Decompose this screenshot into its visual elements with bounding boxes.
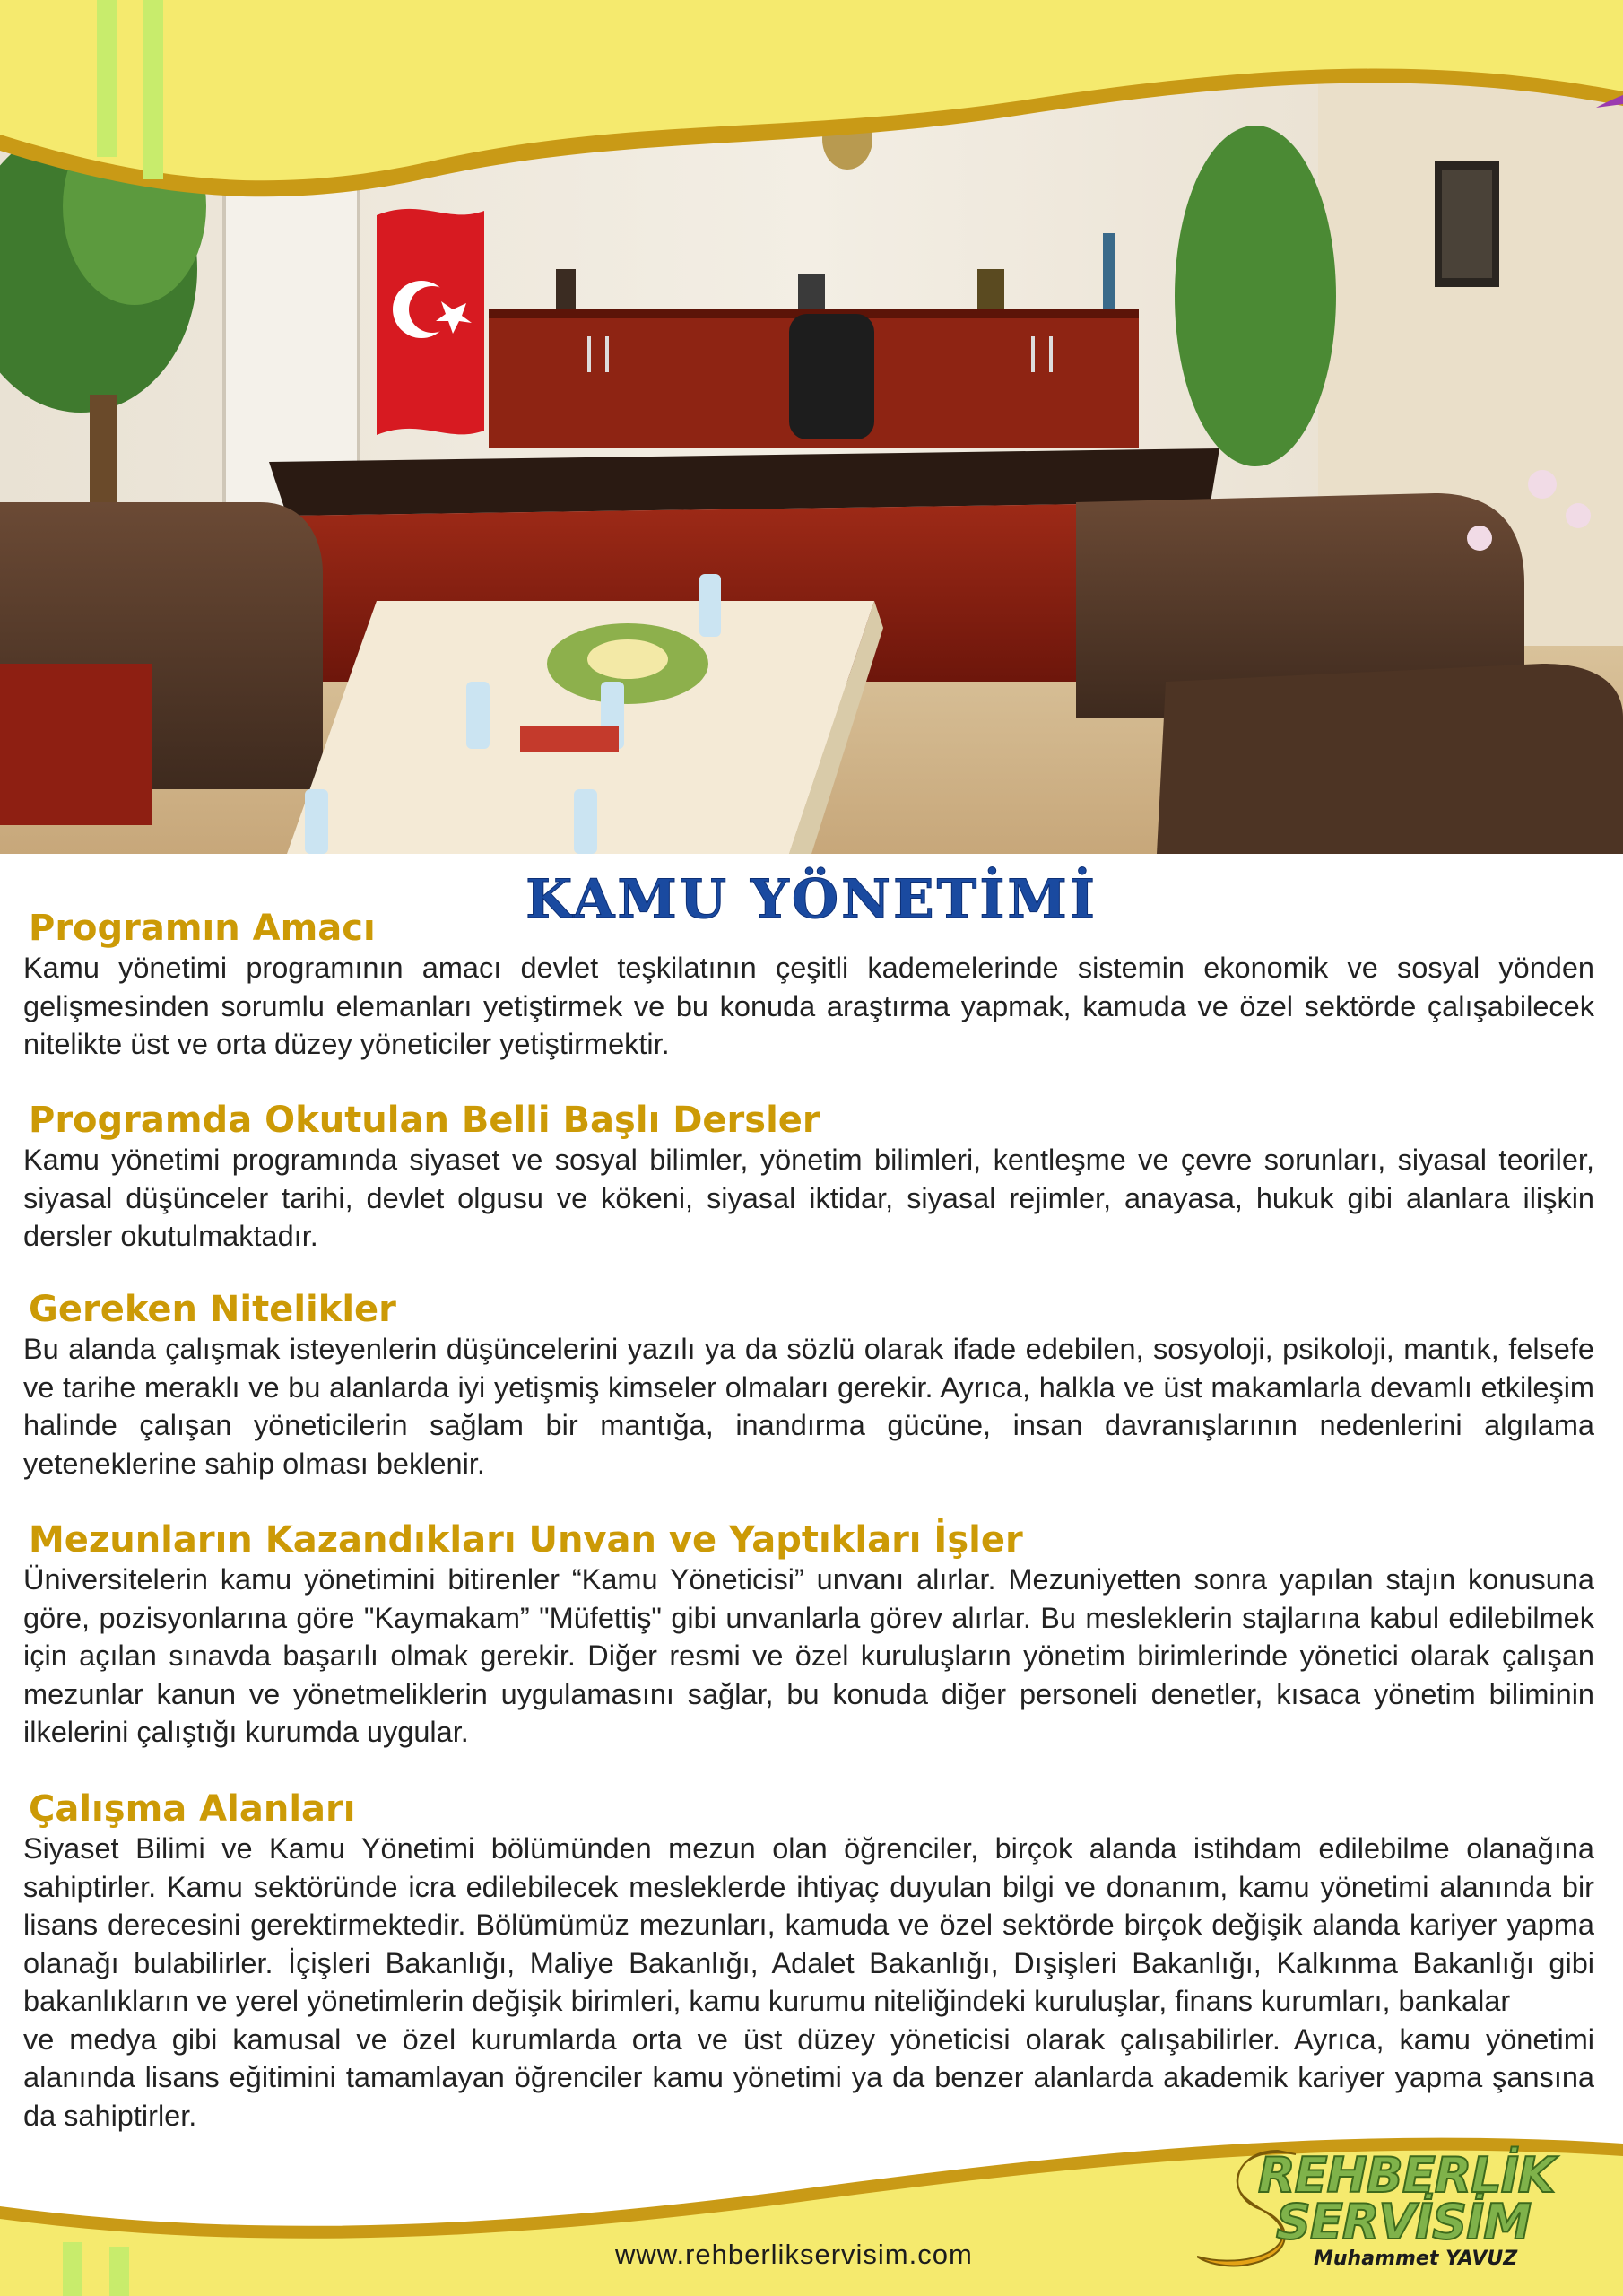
document-title: KAMU YÖNETİMİ xyxy=(525,868,1098,931)
logo-author-name: Muhammet YAVUZ xyxy=(1314,2248,1518,2270)
section-paragraph: Kamu yönetimi programının amacı devlet teşkilatının çeşitli kademelerinde sistemin ekonomik ve sosyal yönden gelişmesinden sorumlu elemanları yetiştirmek ve bu konuda araştırma yapmak, kamuda ve özel sektörde çalışabilecek nitelikte üst ve orta düzey yöneticiler yetiştirmektir. xyxy=(23,952,1594,1060)
section-body xyxy=(23,1561,1594,1752)
section-body xyxy=(23,1141,1594,1256)
section-body xyxy=(23,1330,1594,1483)
section-paragraph: Kamu yönetimi programında siyaset ve sosyal bilimler, yönetim bilimleri, kentleşme ve çevre sorunları, siyasal teoriler, siyasal düşünceler tarihi, devlet olgusu ve kökeni, siyasal iktidar, siyasal rejimler, anayasa, hukuk gibi alanlara ilişkin dersler okutulmaktadır. xyxy=(23,1144,1594,1252)
section-heading: Programda Okutulan Belli Başlı Dersler xyxy=(29,1100,820,1141)
section-body xyxy=(23,1830,1594,2135)
section-paragraph: Üniversitelerin kamu yönetimini bitirenler “Kamu Yöneticisi” unvanı alırlar. Mezuniyetten sonra yapılan stajın konusuna göre, pozisyonlarına göre "Kaymakam” "Müfettiş" gibi unvanlarla görev alırlar. Bu mesleklerin stajlarına kabul edilebilmek için açılan sınavda başarılı olmak gerekir. Diğer resmi ve özel kuruluşların yönetim birimlerinde yönetici olarak çalışan mezunlar kanun ve yönetmeliklerin uygulamasını sağlar, bu konuda diğer personeli denetler, kısaca yönetim biliminin ilkelerini çalıştığı kurumda uygular. xyxy=(23,1563,1594,1748)
section-graduate-titles xyxy=(23,1519,1594,1752)
section-program-purpose xyxy=(23,908,1594,1064)
logo-word-rehberlik: REHBERLİK xyxy=(1258,2147,1555,2204)
footer-website-link[interactable]: www.rehberlikservisim.com xyxy=(615,2239,973,2270)
section-heading: Gereken Nitelikler xyxy=(29,1289,396,1330)
section-body xyxy=(23,949,1594,1064)
section-heading: Çalışma Alanları xyxy=(29,1788,356,1830)
section-courses xyxy=(23,1100,1594,1256)
section-heading: Programın Amacı xyxy=(29,908,376,949)
section-paragraph: Siyaset Bilimi ve Kamu Yönetimi bölümünden mezun olan öğrenciler, birçok alanda istihdam edilebilme olanağına sahiptirler. Kamu sektöründe icra edilebilecek mesleklerde ihtiyaç duyulan bilgi ve donanım, kamu yönetimi alanında bir lisans derecesini gerektirmektedir. Bölümümüz mezunları, kamuda ve özel sektörde birçok değişik alanda kariyer yapma olanağı bulabilirler. İçişleri Bakanlığı, Maliye Bakanlığı, Adalet Bakanlığı, Dışişleri Bakanlığı, Kalkınma Bakanlığı gibi bakanlıkların ve yerel yönetimlerin değişik birimleri, kamu kurumu niteliğindeki kuruluşlar, finans kurumları, bankalar xyxy=(23,1832,1594,2017)
section-paragraph: Bu alanda çalışmak isteyenlerin düşüncelerini yazılı ya da sözlü olarak ifade edebilen, sosyoloji, psikoloji, mantık, felsefe ve tarihe meraklı ve bu alanlarda iyi yetişmiş kimseler olmaları gerekir. Ayrıca, halkla ve üst makamlarla devamlı etkileşim halinde çalışan yöneticilerin sağlam bir mantığa, inandırma gücüne, insan davranışlarının nedenlerini algılama yeteneklerine sahip olması beklenir. xyxy=(23,1333,1594,1480)
section-heading: Mezunların Kazandıkları Unvan ve Yaptıkları İşler xyxy=(29,1519,1023,1561)
section-work-areas xyxy=(23,1788,1594,2135)
logo-word-servisim: SERVİSİM xyxy=(1276,2194,1531,2250)
section-qualifications xyxy=(23,1289,1594,1483)
top-wave-decoration xyxy=(0,0,1623,215)
section-paragraph: ve medya gibi kamusal ve özel kurumlarda orta ve üst düzey yöneticisi olarak çalışabilirler. Ayrıca, kamu yönetimi alanında lisans eğitimini tamamlayan öğrenciler kamu yönetimi ya da benzer alanlarda akademik kariyer yapma şansına da sahiptirler. xyxy=(23,2022,1594,2132)
rehberlik-servisim-logo xyxy=(1197,2142,1555,2276)
